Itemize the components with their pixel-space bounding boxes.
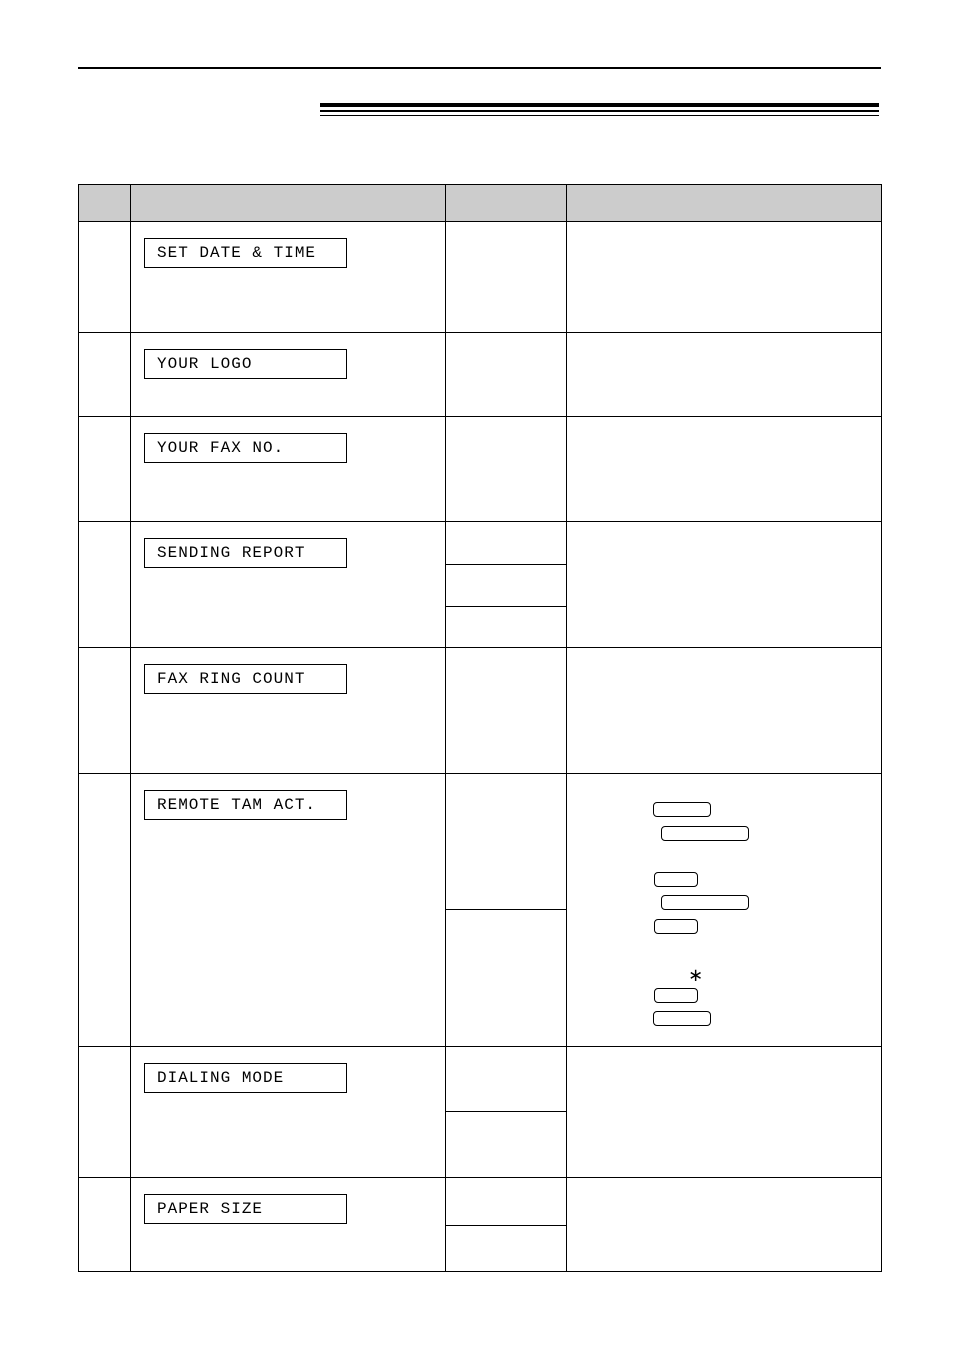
table-row bbox=[79, 774, 882, 1047]
code-cell bbox=[79, 333, 131, 417]
selection-cell bbox=[446, 333, 567, 417]
star-key-icon: ∗ bbox=[688, 965, 704, 986]
key-button-icon bbox=[661, 895, 749, 910]
key-button-icon bbox=[654, 872, 698, 887]
description-cell bbox=[567, 333, 882, 417]
table-row bbox=[79, 1178, 882, 1272]
feature-cell bbox=[131, 1047, 446, 1178]
lcd-display: YOUR LOGO bbox=[144, 349, 347, 379]
header-cell-description bbox=[567, 185, 882, 222]
selection-cell bbox=[446, 648, 567, 774]
lcd-display: PAPER SIZE bbox=[144, 1194, 347, 1224]
feature-cell bbox=[131, 648, 446, 774]
description-cell bbox=[567, 522, 882, 648]
lcd-display: SET DATE & TIME bbox=[144, 238, 347, 268]
key-button-icon bbox=[654, 919, 698, 934]
code-cell bbox=[79, 222, 131, 333]
lcd-display: REMOTE TAM ACT. bbox=[144, 790, 347, 820]
header-cell-selection bbox=[446, 185, 567, 222]
code-cell bbox=[79, 522, 131, 648]
description-cell bbox=[567, 648, 882, 774]
description-cell bbox=[567, 417, 882, 522]
option-divider bbox=[446, 606, 566, 607]
table-row bbox=[79, 222, 882, 333]
description-cell bbox=[567, 1178, 882, 1272]
code-cell bbox=[79, 648, 131, 774]
code-cell bbox=[79, 1178, 131, 1272]
feature-cell bbox=[131, 417, 446, 522]
key-button-icon bbox=[653, 1011, 711, 1026]
title-underline bbox=[320, 103, 879, 116]
key-button-icon bbox=[661, 826, 749, 841]
table-row bbox=[79, 333, 882, 417]
lcd-display: YOUR FAX NO. bbox=[144, 433, 347, 463]
lcd-display: DIALING MODE bbox=[144, 1063, 347, 1093]
lcd-display: FAX RING COUNT bbox=[144, 664, 347, 694]
feature-cell bbox=[131, 774, 446, 1047]
code-cell bbox=[79, 1047, 131, 1178]
option-divider bbox=[446, 1225, 566, 1226]
selection-cell bbox=[446, 774, 567, 1047]
description-cell bbox=[567, 1047, 882, 1178]
table-row bbox=[79, 1047, 882, 1178]
key-button-icon bbox=[654, 988, 698, 1003]
option-divider bbox=[446, 1111, 566, 1112]
description-cell bbox=[567, 774, 882, 1047]
header-cell-feature bbox=[131, 185, 446, 222]
code-cell bbox=[79, 774, 131, 1047]
selection-cell bbox=[446, 222, 567, 333]
key-button-icon bbox=[653, 802, 711, 817]
feature-cell bbox=[131, 222, 446, 333]
lcd-display: SENDING REPORT bbox=[144, 538, 347, 568]
feature-cell bbox=[131, 333, 446, 417]
table-row bbox=[79, 417, 882, 522]
selection-cell bbox=[446, 522, 567, 648]
option-divider bbox=[446, 564, 566, 565]
selection-cell bbox=[446, 417, 567, 522]
table-row bbox=[79, 648, 882, 774]
option-divider bbox=[446, 909, 566, 910]
selection-cell bbox=[446, 1178, 567, 1272]
feature-cell bbox=[131, 1178, 446, 1272]
header-cell-code bbox=[79, 185, 131, 222]
settings-table bbox=[78, 184, 882, 1272]
feature-cell bbox=[131, 522, 446, 648]
code-cell bbox=[79, 417, 131, 522]
table-row bbox=[79, 522, 882, 648]
description-cell bbox=[567, 222, 882, 333]
top-rule bbox=[78, 67, 881, 69]
selection-cell bbox=[446, 1047, 567, 1178]
table-header-row bbox=[79, 185, 882, 222]
